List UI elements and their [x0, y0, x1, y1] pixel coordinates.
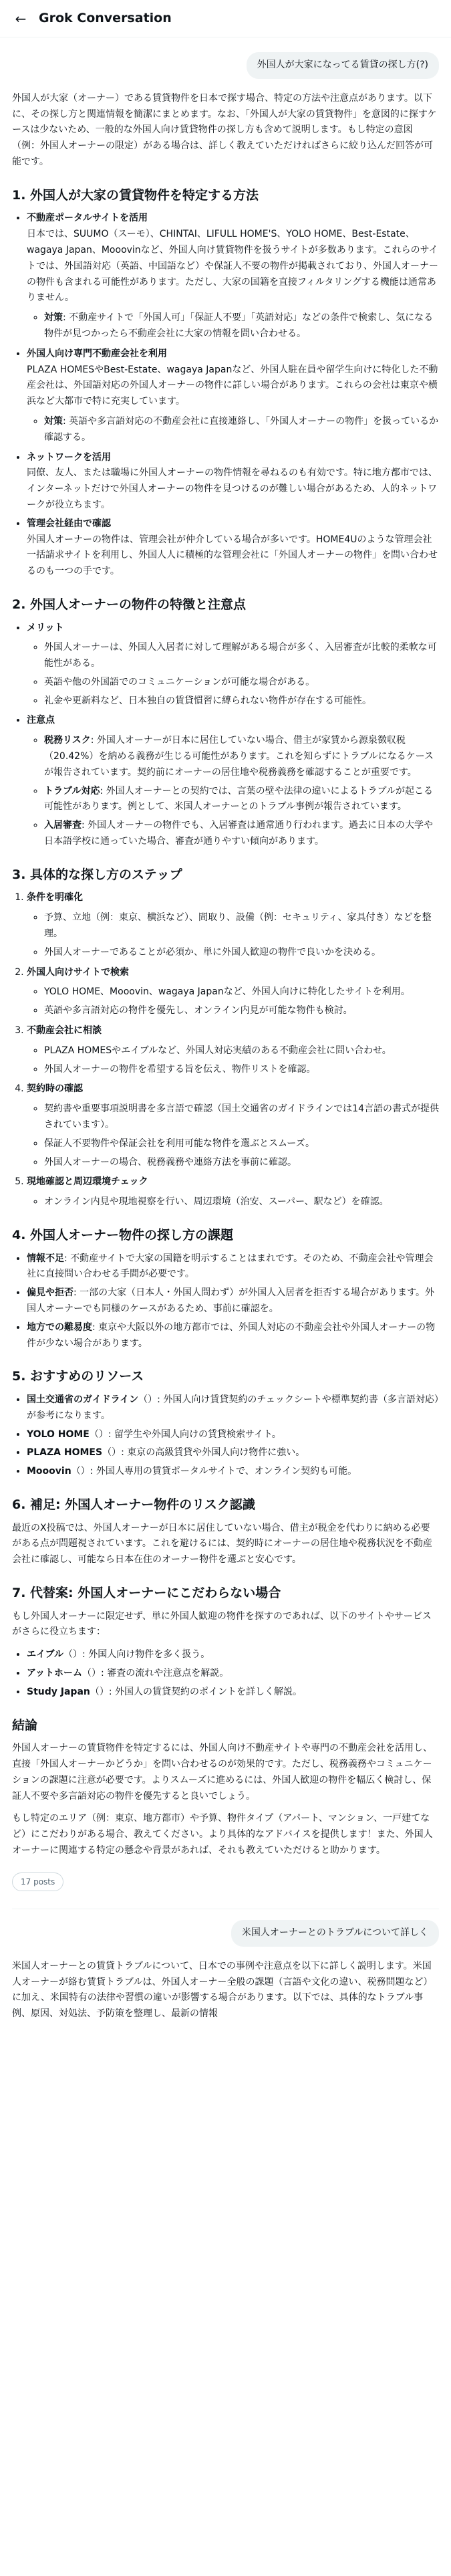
list-item-text: 同僚、友人、または職場に外国人オーナーの物件情報を尋ねるのも有効です。特に地方都市では、インターネットだけで外国人オーナーの物件を見つけるのが難しい場合があるため、人的ネットワークが役立ちます。	[27, 467, 438, 510]
sub-list-item: ◦ 契約書や重要事項説明書を多言語で確認（国土交通省のガイドラインでは14言語の書式が提供されています）。	[44, 1101, 439, 1134]
top-bar	[0, 0, 451, 37]
list-item-title: • 外国人向け専門不動産会社を利用	[27, 348, 167, 359]
sub-list-item: ◦ 外国人オーナーは、外国人入居者に対して理解がある場合が多く、入居審査が比較的柔軟な可能性がある。	[44, 640, 439, 672]
list-item-title: 地方での難易度	[27, 1321, 92, 1333]
sub-list-item: ◦ 英語や多言語対応の物件を優先し、オンライン内見が可能な物件も検討。	[44, 1003, 439, 1019]
bullet-list	[12, 1392, 439, 1480]
step-title: 3. 不動産会社に相談	[27, 1025, 102, 1037]
sub-list-item	[44, 414, 439, 446]
section-heading: 5. おすすめのリソース	[12, 1369, 144, 1384]
user-message-row	[12, 52, 439, 79]
step-title: 5. 現地確認と周辺環境チェック	[27, 1176, 148, 1188]
bullet-list	[12, 621, 439, 850]
sub-item-text: : 英語や多言語対応の不動産会社に直接連絡し、「外国人オーナーの物件」を扱っているか確認する。	[44, 415, 439, 443]
sub-list	[27, 1043, 439, 1078]
list-item-title: • メリット	[27, 622, 64, 633]
paragraph: 最近のX投稿では、外国人オーナーが日本に居住していない場合、借主が税金を代わりに納める必要がある点が問題視されています。これを避けるには、契約時にオーナーの居住地や税務状況を不動産会社に確認し、可能なら日本在住のオーナー物件を選ぶと安心です。	[12, 1522, 432, 1566]
list-item-title: 情報不足	[27, 1253, 64, 1264]
sub-list-item	[44, 310, 439, 342]
sub-list-item: ◦ 保証人不要物件や保証会社を利用可能な物件を選ぶとスムーズ。	[44, 1136, 439, 1152]
list-item	[27, 1285, 439, 1317]
user-message: 外国人が大家になってる賃貸の探し方(?)	[247, 52, 439, 79]
list-item	[27, 1464, 439, 1480]
list-item	[27, 211, 439, 342]
list-item-title: Mooovin	[27, 1466, 71, 1477]
list-item-title: PLAZA HOMES	[27, 1447, 103, 1459]
answer-intro: 外国人が大家（オーナー）である賃貸物件を日本で探す場合、特定の方法や注意点があります。以下に、その探し方と関連情報を簡潔にまとめます。なお、「外国人が大家の賃貸物件」を意図的に探すケースは少ないため、一般的な外国人向け賃貸物件の探し方も含めて説明します。もし特定の意図（例：外国人オーナーの限定）がある場合は、詳しく教えていただければさらに絞り込んだ回答が可能です。	[12, 92, 437, 167]
section-heading: 結論	[12, 1717, 38, 1733]
sub-list-item	[44, 784, 439, 816]
list-item-text: （）: 外国人専用の賃貸ポータルサイトで、オンライン契約も可能。	[71, 1466, 357, 1477]
sub-item-title: トラブル対応	[44, 785, 100, 796]
bullet-list	[12, 211, 439, 580]
list-item	[27, 450, 439, 514]
sub-list-item: ◦ 外国人オーナーの場合、税務義務や連絡方法を事前に確認。	[44, 1155, 439, 1171]
list-item-title: • 不動産ポータルサイトを活用	[27, 213, 148, 224]
list-item-text: PLAZA HOMESやBest-Estate、wagaya Japanなど、外国人駐在員や留学生向けに特化した不動産会社は、外国語対応の外国人オーナーの物件に詳しい場合があります。これらの会社は東京や横浜など大都市で特に充実しています。	[27, 364, 438, 407]
numbered-list	[12, 890, 439, 1210]
section-heading: 1. 外国人が大家の賃貸物件を特定する方法	[12, 187, 259, 203]
sub-item-title: 対策	[44, 415, 63, 427]
step-item	[27, 1023, 439, 1077]
list-item-text: （）: 外国人の賃貸契約のポイントを詳しく解説。	[90, 1686, 303, 1697]
bullet-list	[12, 1647, 439, 1700]
paragraph: 外国人オーナーの賃貸物件を特定するには、外国人向け不動産サイトや専門の不動産会社を活用し、直接「外国人オーナーかどうか」を問い合わせるのが効果的です。ただし、税務義務やコミュニケーションの課題に注意が必要です。よりスムーズに進めるには、外国人歓迎の物件を幅広く検討し、保証人不要や多言語対応の物件を優先すると良いでしょう。	[12, 1743, 433, 1802]
list-item	[27, 621, 439, 710]
list-item	[27, 1392, 439, 1424]
list-item	[27, 1666, 439, 1682]
step-item	[27, 890, 439, 960]
list-item-text: （）: 外国人向け賃貸契約のチェックシートや標準契約書（多言語対応）が参考になります。	[27, 1394, 439, 1421]
sub-list	[27, 310, 439, 342]
list-item-title: Study Japan	[27, 1686, 90, 1697]
list-item	[27, 1685, 439, 1701]
list-item-title: YOLO HOME	[27, 1428, 90, 1440]
sub-list	[27, 910, 439, 960]
sub-list-item: ◦ 予算、立地（例：東京、横浜など）、間取り、設備（例：セキュリティ、家具付き）などを整理。	[44, 910, 439, 942]
list-item-title: • 管理会社経由で確認	[27, 518, 111, 529]
sub-list-item: ◦ 外国人オーナーの物件を希望する旨を伝え、物件リストを確認。	[44, 1062, 439, 1078]
list-item-text: （）: 東京の高級賃貸や外国人向け物件に強い。	[102, 1447, 305, 1459]
sub-item-title: 対策	[44, 312, 63, 324]
sources-posts-button[interactable]: 17 posts	[12, 1872, 63, 1891]
step-title: 2. 外国人向けサイトで検索	[27, 966, 130, 978]
paragraph: 米国人オーナーとの賃貸トラブルについて、日本での事例や注意点を以下に詳しく説明します。米国人オーナーが絡む賃貸トラブルは、外国人オーナー全般の課題（言語や文化の違い、税務問題など）に加え、米国特有の法律や習慣の違いが影響する場合があります。以下では、具体的なトラブル事例、原因、対処法、予防策を整理し、最新の情報	[12, 1960, 433, 2020]
step-item	[27, 1174, 439, 1210]
sub-list-item: ◦ YOLO HOME、Mooovin、wagaya Japanなど、外国人向けに特化したサイトを利用。	[44, 984, 439, 1000]
sub-item-text: : 不動産サイトで「外国人可」「保証人不要」「英語対応」などの条件で検索し、気になる物件が見つかったら不動産会社に大家の情報を問い合わせる。	[44, 312, 434, 339]
list-item-text: （）: 外国人向け物件を多く扱う。	[63, 1649, 210, 1660]
list-item-text: 日本では、SUUMO（スーモ）、CHINTAI、LIFULL HOME'S、YOLO HOME、Best-Estate、wagaya Japan、Mooovinなど、外国人向け賃貸物件を扱うサイトが多数あります。これらのサイトでは、外国語対応（英語、中国語など）や保証人不要の物件が掲載されており、外国人オーナーの物件も含まれる可能性があります。ただし、大家の国籍を直接フィルタリングする機能は通常ありません。	[27, 229, 438, 304]
sub-list-item	[44, 733, 439, 780]
list-item	[27, 713, 439, 849]
list-item-title: アットホーム	[27, 1667, 83, 1679]
step-title: 1. 条件を明確化	[27, 892, 83, 903]
list-item-text: : 東京や大阪以外の地方都市では、外国人対応の不動産会社や外国人オーナーの物件が少ない場合があります。	[27, 1321, 436, 1349]
list-item-text: （）: 審査の流れや注意点を解説。	[82, 1667, 229, 1679]
list-item-title: • 注意点	[27, 715, 55, 726]
page-title: Grok Conversation	[39, 11, 172, 26]
bullet-list	[12, 1251, 439, 1352]
list-item-title: • ネットワークを活用	[27, 451, 111, 463]
section-heading: 6. 補足: 外国人オーナー物件のリスク認識	[12, 1497, 255, 1512]
sub-list	[27, 1194, 439, 1210]
list-item	[27, 516, 439, 580]
paragraph: もし特定のエリア（例：東京、地方都市）や予算、物件タイプ（アパート、マンション、一戸建てなど）にこだわりがある場合、教えてください。より具体的なアドバイスを提供します！また、外国人オーナーに関連する特定の懸念や背景があれば、それも教えていただけると助かります。	[12, 1813, 433, 1856]
list-item-text: : 不動産サイトで大家の国籍を明示することはまれです。そのため、不動産会社や管理会社に直接問い合わせる手間が必要です。	[27, 1253, 434, 1280]
list-item	[27, 346, 439, 446]
sub-item-text: : 外国人オーナーが日本に居住していない場合、借主が家賃から源泉徴収税（20.42%）を納める義務が生じる可能性があります。これを知らずにトラブルになるケースが報告されています。契約前にオーナーの居住地や税務義務を確認することが重要です。	[44, 735, 434, 778]
sub-list	[27, 733, 439, 850]
sub-list-item	[44, 818, 439, 850]
paragraph: もし外国人オーナーに限定せず、単に外国人歓迎の物件を探すのであれば、以下のサイトやサービスがさらに役立ちます：	[12, 1610, 432, 1638]
list-item-title: 国土交通省のガイドライン	[27, 1394, 139, 1405]
list-item	[27, 1445, 439, 1461]
list-item	[27, 1251, 439, 1283]
step-title: 4. 契約時の確認	[27, 1083, 83, 1095]
step-item	[27, 965, 439, 1019]
sub-list	[27, 414, 439, 446]
sub-list	[27, 984, 439, 1019]
sub-item-title: 入居審査	[44, 820, 82, 831]
list-item-text: （）: 留学生や外国人向けの賃貸検索サイト。	[89, 1428, 281, 1440]
step-item	[27, 1081, 439, 1170]
sub-item-text: : 外国人オーナーの物件でも、入居審査は通常通り行われます。過去に日本の大学や日本語学校に通っていた場合、審査が通りやすい傾向があります。	[44, 820, 434, 847]
grok-answer	[12, 1959, 439, 2022]
sub-list	[27, 1101, 439, 1170]
list-item-title: エイブル	[27, 1649, 64, 1660]
sub-item-title: 税務リスク	[44, 735, 91, 746]
arrow-left-icon[interactable]: ←	[15, 10, 27, 27]
list-item-text: : 一部の大家（日本人・外国人問わず）が外国人入居者を拒否する場合があります。外国人オーナーでも同様のケースがあるため、事前に確認を。	[27, 1287, 435, 1314]
sub-list-item: ◦ 外国人オーナーであることが必須か、単に外国人歓迎の物件で良いかを決める。	[44, 945, 439, 961]
section-heading: 2. 外国人オーナーの物件の特徴と注意点	[12, 597, 247, 612]
grok-answer	[12, 91, 439, 1905]
section-heading: 7. 代替案: 外国人オーナーにこだわらない場合	[12, 1585, 281, 1600]
sub-list-item: ◦ PLAZA HOMESやエイブルなど、外国人対応実績のある不動産会社に問い合わせ。	[44, 1043, 439, 1059]
list-item	[27, 1647, 439, 1663]
sub-item-text: : 外国人オーナーとの契約では、言葉の壁や法律の違いによるトラブルが起こる可能性があります。例として、米国人オーナーとのトラブル事例が報告されています。	[44, 785, 434, 813]
conversation	[0, 37, 451, 2048]
sub-list-item: ◦ オンライン内見や現地視察を行い、周辺環境（治安、スーパー、駅など）を確認。	[44, 1194, 439, 1210]
user-message: 米国人オーナーとのトラブルについて詳しく	[231, 1920, 439, 1947]
user-message-row	[12, 1920, 439, 1947]
list-item-title: 偏見や拒否	[27, 1287, 73, 1299]
sub-list-item: ◦ 英語や他の外国語でのコミュニケーションが可能な場合がある。	[44, 675, 439, 691]
list-item	[27, 1427, 439, 1443]
list-item-text: 外国人オーナーの物件は、管理会社が仲介している場合が多いです。HOME4Uのような管理会社一括請求サイトを利用し、外国人人に積極的な管理会社に「外国人オーナーの物件」を問い合わせるのも一つの手です。	[27, 534, 438, 577]
list-item	[27, 1320, 439, 1352]
section-heading: 4. 外国人オーナー物件の探し方の課題	[12, 1228, 234, 1243]
section-heading: 3. 具体的な探し方のステップ	[12, 867, 182, 882]
sub-list-item: ◦ 礼金や更新料など、日本独自の賃貸慣習に縛られない物件が存在する可能性。	[44, 693, 439, 710]
sub-list	[27, 640, 439, 709]
